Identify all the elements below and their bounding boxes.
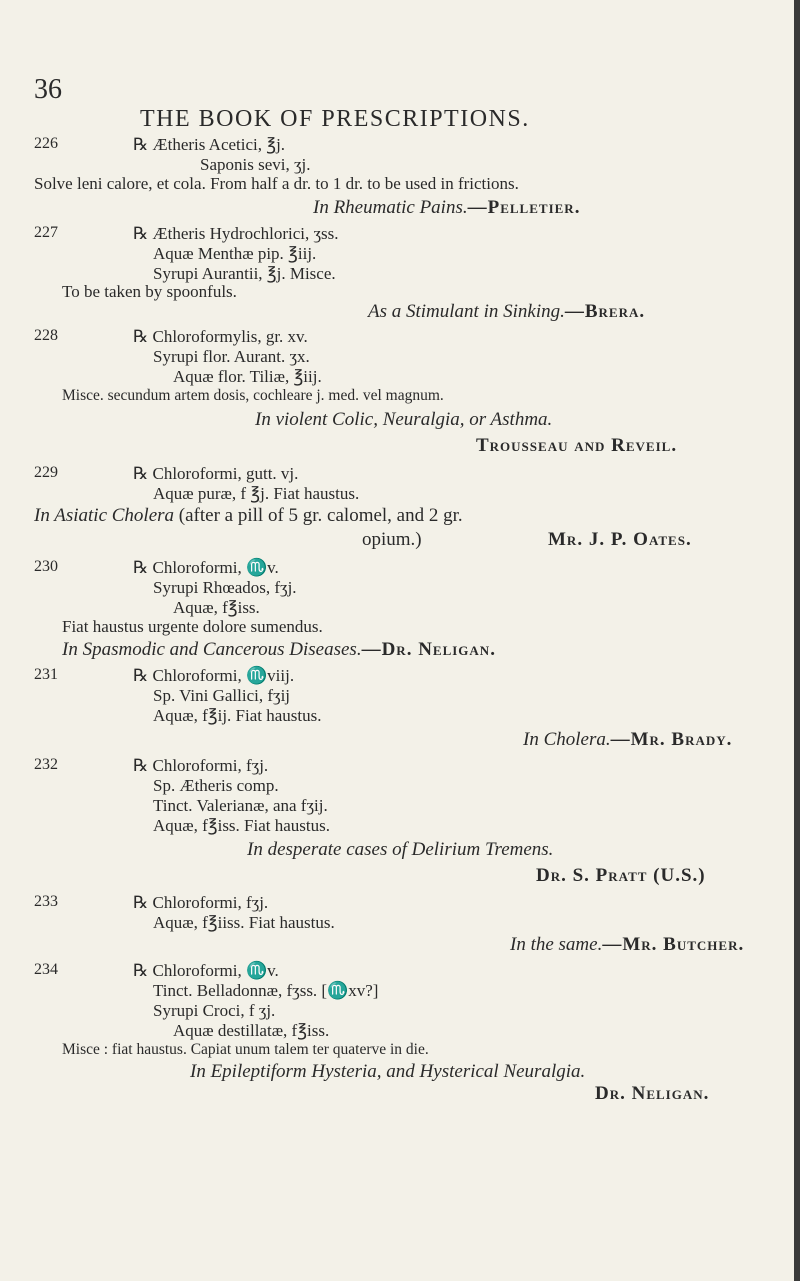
recipe-line: Saponis sevi, ʒj. <box>200 155 311 174</box>
author-attribution: Dr. Neligan. <box>595 1083 710 1104</box>
recipe-line: Aquæ, f℥iss. <box>173 598 260 617</box>
author-attribution: Dr. S. Pratt (U.S.) <box>536 865 706 886</box>
recipe-line: Tinct. Valerianæ, ana fʒij. <box>153 796 328 815</box>
recipe-line: ℞ Chloroformi, fʒj. <box>133 893 269 912</box>
recipe-line: ℞ Ætheris Hydrochlorici, ʒss. <box>133 224 339 243</box>
prescription-number: 231 <box>34 666 58 683</box>
prescription-number: 228 <box>34 327 58 344</box>
indication-heading: In desperate cases of Delirium Tremens. <box>247 839 554 860</box>
recipe-line: Aquæ, f℥ij. Fiat haustus. <box>153 706 322 725</box>
recipe-line: Misce : fiat haustus. Capiat unum talem ter quaterve in die. <box>62 1041 429 1058</box>
indication-heading: In violent Colic, Neuralgia, or Asthma. <box>255 409 553 430</box>
recipe-line: Aquæ, f℥iss. Fiat haustus. <box>153 816 330 835</box>
prescription-number: 226 <box>34 135 58 152</box>
recipe-line: ℞ Ætheris Acetici, ℥j. <box>133 135 286 154</box>
prescription-number: 230 <box>34 558 58 575</box>
prescription-number: 232 <box>34 756 58 773</box>
recipe-line: Syrupi Aurantii, ℥j. Misce. <box>153 264 336 283</box>
author-attribution: Trousseau and Reveil. <box>476 435 678 456</box>
recipe-line: Sp. Ætheris comp. <box>153 776 279 795</box>
page-edge-shadow <box>794 0 800 1281</box>
recipe-line: Fiat haustus urgente dolore sumendus. <box>62 617 323 636</box>
recipe-line: ℞ Chloroformylis, gr. xv. <box>133 327 308 346</box>
indication-heading: In Asiatic Cholera (after a pill of 5 gr. calomel, and 2 gr. <box>34 505 463 526</box>
recipe-line: ℞ Chloroformi, ♏v. <box>133 558 279 577</box>
recipe-line: Aquæ puræ, f ℥j. Fiat haustus. <box>153 484 360 503</box>
indication-heading: In Spasmodic and Cancerous Diseases.—Dr. Neligan. <box>62 639 496 660</box>
recipe-line: Misce. secundum artem dosis, cochleare j. med. vel magnum. <box>62 387 444 404</box>
recipe-line: ℞ Chloroformi, ♏viij. <box>133 666 295 685</box>
recipe-line: Syrupi Croci, f ʒj. <box>153 1001 276 1020</box>
prescription-number: 227 <box>34 224 58 241</box>
running-head: THE BOOK OF PRESCRIPTIONS. <box>140 106 530 132</box>
recipe-line: Sp. Vini Gallici, fʒij <box>153 686 291 705</box>
indication-heading-continued: opium.) <box>362 529 422 550</box>
recipe-line: Aquæ, f℥iiss. Fiat haustus. <box>153 913 335 932</box>
recipe-line: ℞ Chloroformi, fʒj. <box>133 756 269 775</box>
recipe-line: Tinct. Belladonnæ, fʒss. [♏xv?] <box>153 981 379 1000</box>
indication-heading: In Cholera.—Mr. Brady. <box>523 729 733 750</box>
prescription-number: 233 <box>34 893 58 910</box>
recipe-line: Syrupi flor. Aurant. ʒx. <box>153 347 310 366</box>
recipe-line: ℞ Chloroformi, gutt. vj. <box>133 464 299 483</box>
indication-heading: In the same.—Mr. Butcher. <box>510 934 745 955</box>
recipe-line: ℞ Chloroformi, ♏v. <box>133 961 279 980</box>
recipe-line: To be taken by spoonfuls. <box>62 282 237 301</box>
indication-heading: In Epileptiform Hysteria, and Hysterical Neuralgia. <box>190 1061 586 1082</box>
recipe-line: Aquæ destillatæ, f℥iss. <box>173 1021 330 1040</box>
recipe-line: Syrupi Rhœados, fʒj. <box>153 578 297 597</box>
page-number: 36 <box>34 74 62 105</box>
indication-heading: As a Stimulant in Sinking.—Brera. <box>368 301 646 322</box>
recipe-line: Aquæ flor. Tiliæ, ℥iij. <box>173 367 322 386</box>
indication-heading: In Rheumatic Pains.—Pelletier. <box>313 197 581 218</box>
prescription-number: 229 <box>34 464 58 481</box>
recipe-line: Aquæ Menthæ pip. ℥iij. <box>153 244 317 263</box>
prescription-number: 234 <box>34 961 58 978</box>
recipe-line: Solve leni calore, et cola. From half a dr. to 1 dr. to be used in frictions. <box>34 174 519 193</box>
author-attribution: Mr. J. P. Oates. <box>548 529 692 550</box>
